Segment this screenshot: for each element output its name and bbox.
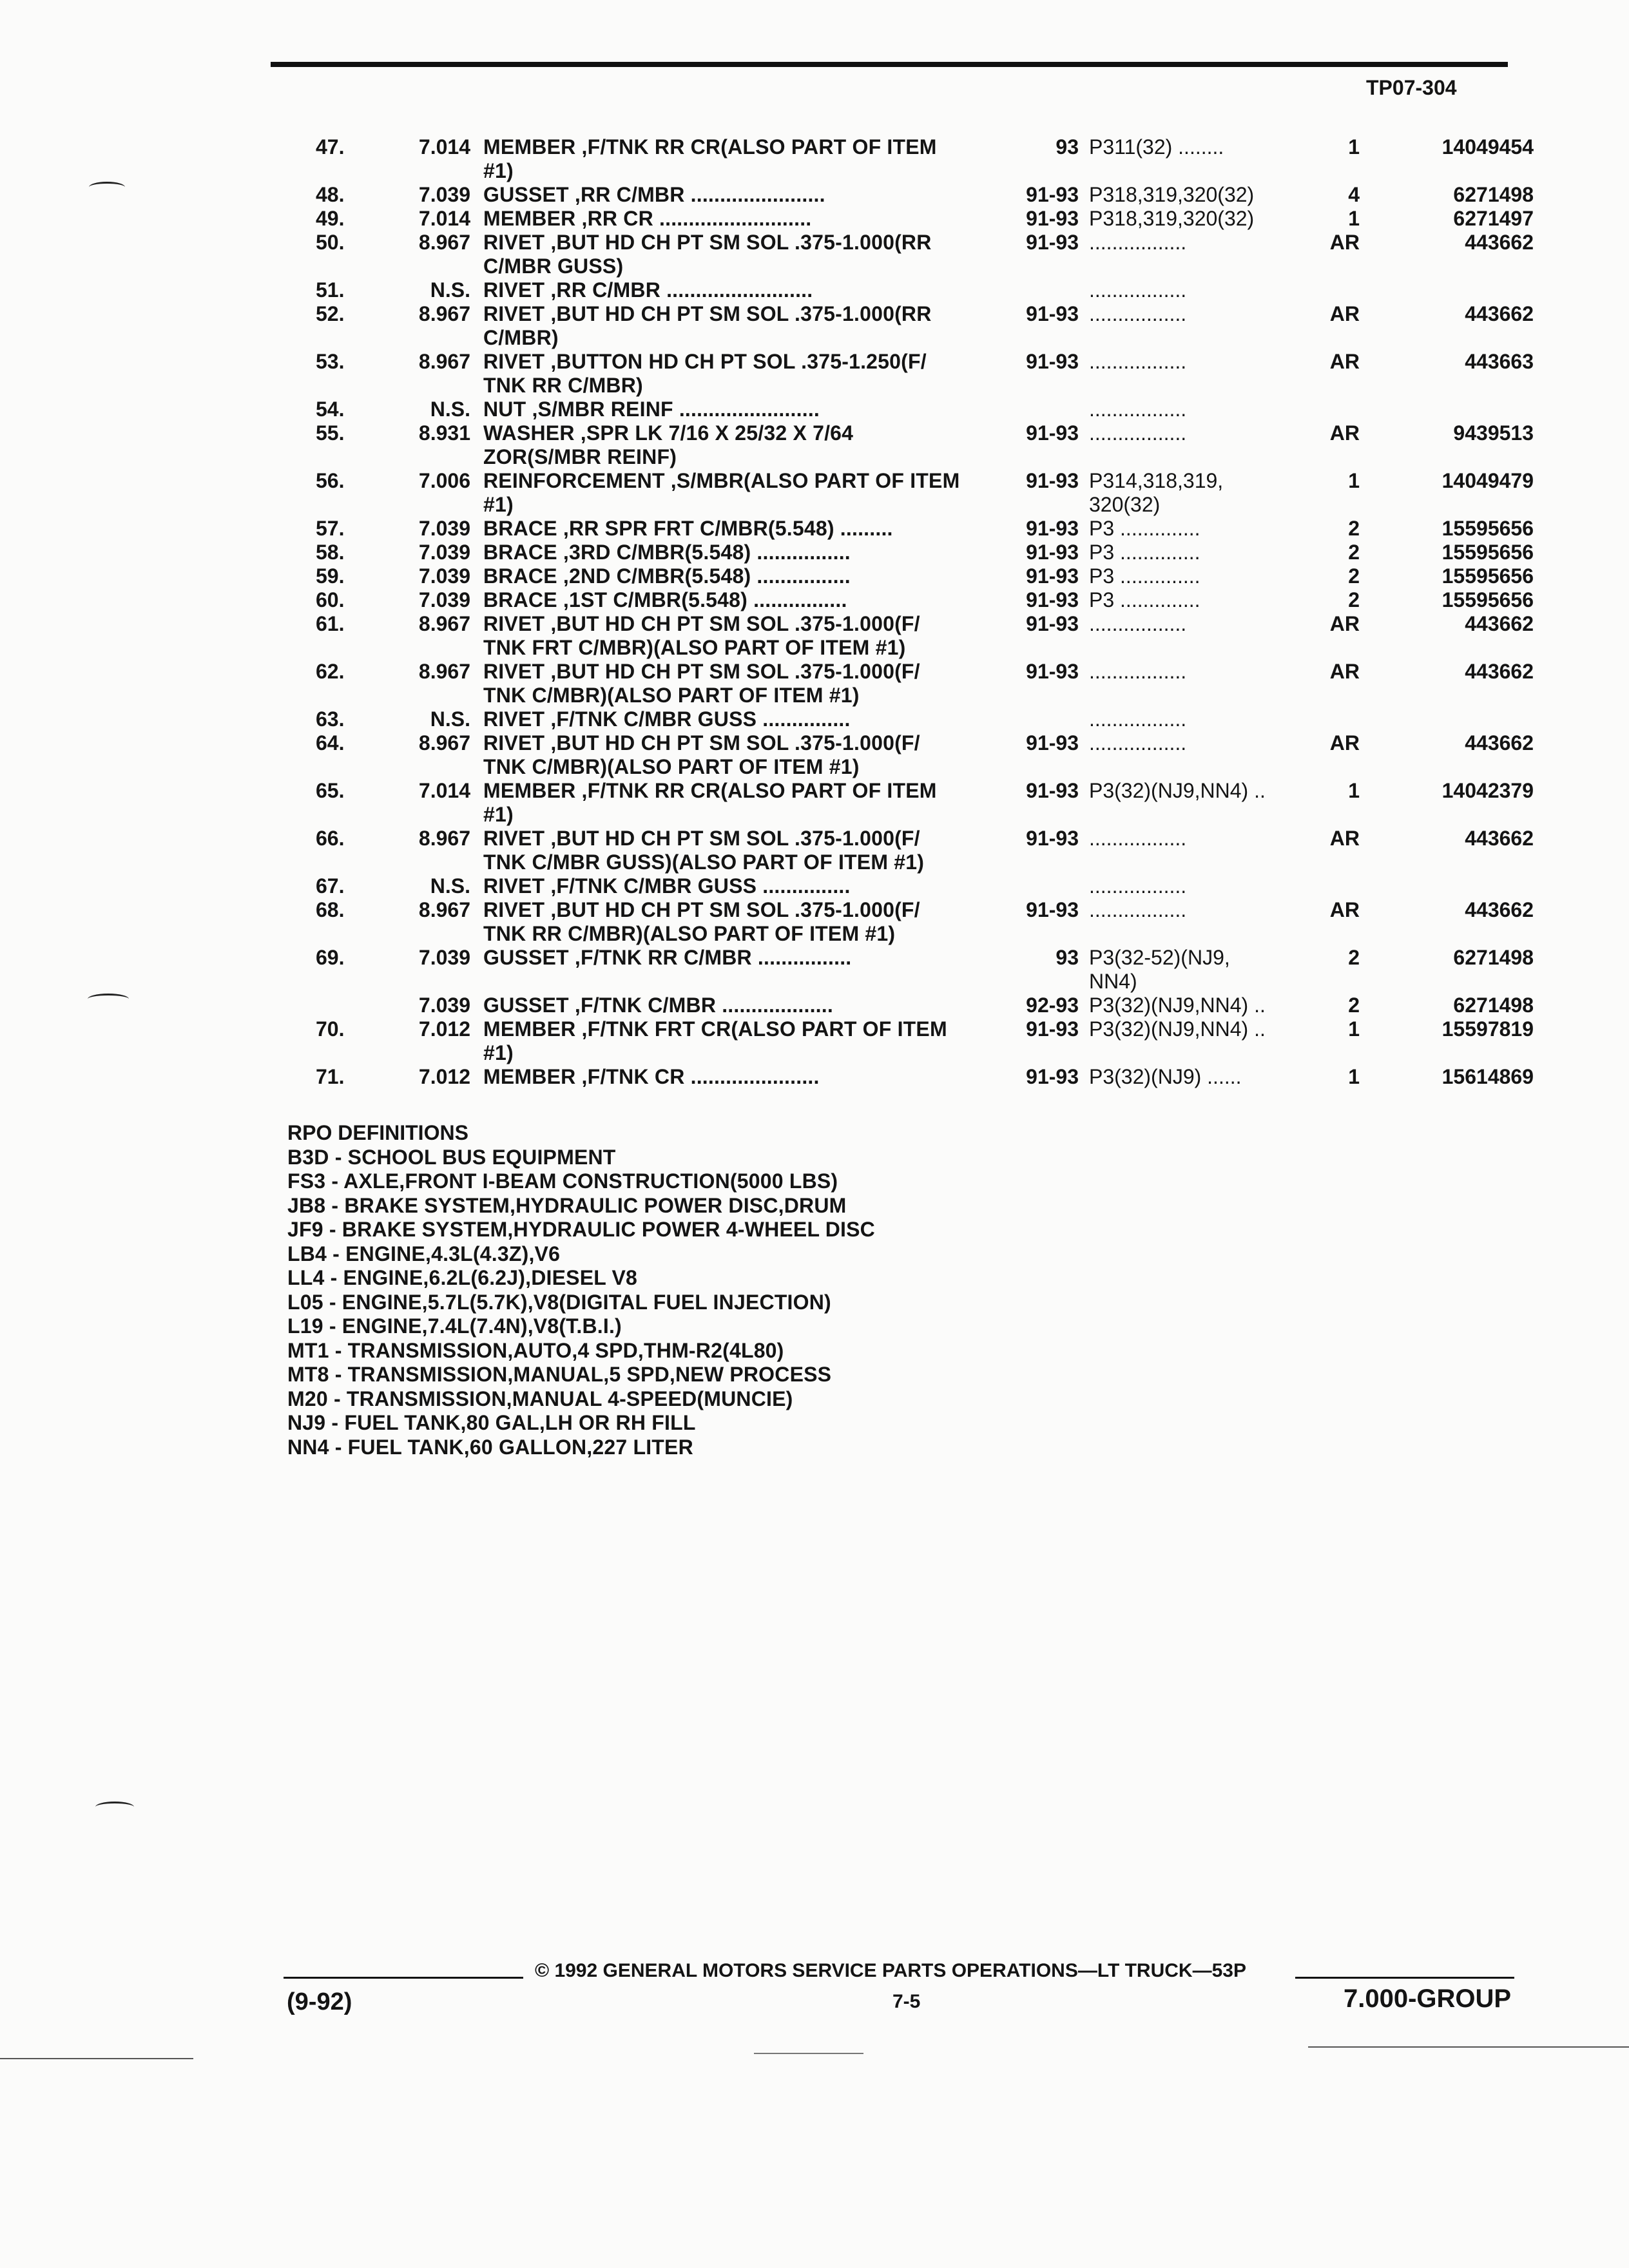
table-row xyxy=(271,302,1534,350)
model-years: 91-93 xyxy=(1026,231,1079,254)
item-number: 56. xyxy=(316,469,345,492)
quantity: 2 xyxy=(1348,564,1360,588)
part-number: 14049454 xyxy=(1441,135,1534,159)
part-description: RIVET ,BUT HD CH PT SM SOL .375-1.000(F/ TNK RR C/MBR)(ALSO PART OF ITEM #1) xyxy=(483,898,920,945)
part-description: WASHER ,SPR LK 7/16 X 25/32 X 7/64 ZOR(S/MBR REINF) xyxy=(483,421,854,468)
part-description: RIVET ,F/TNK C/MBR GUSS ............... xyxy=(483,874,851,898)
part-description: MEMBER ,F/TNK RR CR(ALSO PART OF ITEM #1) xyxy=(483,779,937,826)
rpo-list xyxy=(287,1146,875,1460)
usage-code: P3 .............. xyxy=(1089,541,1200,564)
part-number: 443662 xyxy=(1465,302,1534,325)
model-years: 91-93 xyxy=(1026,731,1079,754)
item-number: 47. xyxy=(316,135,345,159)
item-number: 50. xyxy=(316,231,345,254)
part-description: MEMBER ,F/TNK CR ...................... xyxy=(483,1065,820,1088)
usage-code: ................. xyxy=(1089,612,1187,635)
footer-date: (9-92) xyxy=(287,1988,352,2015)
group-number: 8.967 xyxy=(418,612,470,635)
item-number: 66. xyxy=(316,827,345,850)
usage-code: P318,319,320(32) xyxy=(1089,183,1255,206)
group-number: 7.039 xyxy=(418,994,470,1017)
item-number: 58. xyxy=(316,541,345,564)
part-description: MEMBER ,F/TNK FRT CR(ALSO PART OF ITEM #1) xyxy=(483,1017,947,1064)
usage-code: P318,319,320(32) xyxy=(1089,207,1255,230)
model-years: 91-93 xyxy=(1026,612,1079,635)
item-number: 49. xyxy=(316,207,345,230)
part-description: BRACE ,2ND C/MBR(5.548) ................ xyxy=(483,564,851,588)
table-row xyxy=(271,183,1534,207)
usage-code: ................. xyxy=(1089,707,1187,731)
part-description: NUT ,S/MBR REINF ........................ xyxy=(483,398,820,421)
usage-code: ................. xyxy=(1089,398,1187,421)
part-description: GUSSET ,F/TNK RR C/MBR ................ xyxy=(483,946,852,969)
margin-mark xyxy=(88,994,129,1004)
group-number: 7.006 xyxy=(418,469,470,492)
rpo-definition: JF9 - BRAKE SYSTEM,HYDRAULIC POWER 4-WHEEL DISC xyxy=(287,1218,875,1241)
part-number: 443663 xyxy=(1465,350,1534,373)
part-description: BRACE ,1ST C/MBR(5.548) ................ xyxy=(483,588,847,611)
item-number: 67. xyxy=(316,874,345,898)
usage-code: P3 .............. xyxy=(1089,564,1200,588)
part-number: 15595656 xyxy=(1441,541,1534,564)
rpo-definition: B3D - SCHOOL BUS EQUIPMENT xyxy=(287,1145,616,1169)
model-years: 93 xyxy=(1055,135,1079,159)
table-row xyxy=(271,660,1534,707)
quantity: 1 xyxy=(1348,469,1360,492)
usage-code: P3(32)(NJ9) ...... xyxy=(1089,1065,1242,1088)
model-years: 91-93 xyxy=(1026,541,1079,564)
part-number: 15614869 xyxy=(1441,1065,1534,1088)
model-years: 91-93 xyxy=(1026,517,1079,540)
model-years: 91-93 xyxy=(1026,421,1079,445)
part-description: RIVET ,BUT HD CH PT SM SOL .375-1.000(F/ TNK C/MBR GUSS)(ALSO PART OF ITEM #1) xyxy=(483,827,925,874)
model-years: 91-93 xyxy=(1026,1065,1079,1088)
table-row xyxy=(271,731,1534,779)
quantity: AR xyxy=(1329,731,1360,754)
margin-mark xyxy=(89,182,125,193)
part-number: 443662 xyxy=(1465,612,1534,635)
table-row xyxy=(271,231,1534,278)
quantity: AR xyxy=(1329,350,1360,373)
group-number: 7.039 xyxy=(418,588,470,611)
rpo-definition: L05 - ENGINE,5.7L(5.7K),V8(DIGITAL FUEL INJECTION) xyxy=(287,1290,831,1314)
footer-rule-right xyxy=(1295,1977,1514,1979)
table-row xyxy=(271,278,1534,302)
rpo-definition: NJ9 - FUEL TANK,80 GAL,LH OR RH FILL xyxy=(287,1411,696,1434)
group-number: 7.014 xyxy=(418,135,470,159)
model-years: 91-93 xyxy=(1026,779,1079,802)
table-row xyxy=(271,207,1534,231)
table-row xyxy=(271,707,1534,731)
usage-code: ................. xyxy=(1089,874,1187,898)
part-number: 6271498 xyxy=(1453,183,1534,206)
quantity: AR xyxy=(1329,421,1360,445)
scan-line xyxy=(754,2053,863,2054)
part-description: GUSSET ,F/TNK C/MBR ................... xyxy=(483,994,833,1017)
usage-code: P3 .............. xyxy=(1089,517,1200,540)
group-number: 7.039 xyxy=(418,564,470,588)
rpo-definition: LL4 - ENGINE,6.2L(6.2J),DIESEL V8 xyxy=(287,1266,638,1289)
model-years: 91-93 xyxy=(1026,588,1079,611)
group-number: 7.039 xyxy=(418,541,470,564)
table-row xyxy=(271,469,1534,517)
group-number: N.S. xyxy=(430,278,470,302)
item-number: 55. xyxy=(316,421,345,445)
quantity: 1 xyxy=(1348,207,1360,230)
part-number: 443662 xyxy=(1465,660,1534,683)
item-number: 54. xyxy=(316,398,345,421)
table-row xyxy=(271,564,1534,588)
table-row xyxy=(271,421,1534,469)
part-number: 15595656 xyxy=(1441,517,1534,540)
part-description: RIVET ,BUT HD CH PT SM SOL .375-1.000(RR C/MBR GUSS) xyxy=(483,231,932,278)
rpo-definition: MT8 - TRANSMISSION,MANUAL,5 SPD,NEW PROCESS xyxy=(287,1363,832,1386)
item-number: 65. xyxy=(316,779,345,802)
item-number: 59. xyxy=(316,564,345,588)
quantity: AR xyxy=(1329,231,1360,254)
quantity: AR xyxy=(1329,898,1360,921)
item-number: 69. xyxy=(316,946,345,969)
usage-code: P3(32-52)(NJ9, NN4) xyxy=(1089,946,1230,993)
margin-mark xyxy=(95,1802,134,1812)
usage-code: ................. xyxy=(1089,660,1187,683)
footer-group: 7.000-GROUP xyxy=(1344,1984,1512,2013)
table-row xyxy=(271,827,1534,874)
model-years: 91-93 xyxy=(1026,1017,1079,1041)
group-number: 8.967 xyxy=(418,302,470,325)
quantity: AR xyxy=(1329,302,1360,325)
item-number: 48. xyxy=(316,183,345,206)
page-number: 7-5 xyxy=(892,1991,921,2012)
part-description: RIVET ,BUTTON HD CH PT SOL .375-1.250(F/ TNK RR C/MBR) xyxy=(483,350,927,397)
rpo-definition: MT1 - TRANSMISSION,AUTO,4 SPD,THM-R2(4L80) xyxy=(287,1338,784,1362)
group-number: 7.014 xyxy=(418,779,470,802)
rpo-definition: NN4 - FUEL TANK,60 GALLON,227 LITER xyxy=(287,1435,693,1459)
item-number: 61. xyxy=(316,612,345,635)
item-number: 70. xyxy=(316,1017,345,1041)
model-years: 91-93 xyxy=(1026,827,1079,850)
model-years: 91-93 xyxy=(1026,898,1079,921)
usage-code: P311(32) ........ xyxy=(1089,135,1224,159)
group-number: 8.967 xyxy=(418,231,470,254)
part-description: MEMBER ,RR CR .......................... xyxy=(483,207,812,230)
usage-code: P3(32)(NJ9,NN4) .. xyxy=(1089,1017,1266,1041)
table-row xyxy=(271,135,1534,183)
group-number: 7.039 xyxy=(418,946,470,969)
item-number: 71. xyxy=(316,1065,345,1088)
quantity: AR xyxy=(1329,660,1360,683)
table-row xyxy=(271,1017,1534,1065)
usage-code: P3(32)(NJ9,NN4) .. xyxy=(1089,779,1266,802)
model-years: 91-93 xyxy=(1026,350,1079,373)
usage-code: P314,318,319, 320(32) xyxy=(1089,469,1224,516)
part-number: 15595656 xyxy=(1441,588,1534,611)
item-number: 60. xyxy=(316,588,345,611)
quantity: 2 xyxy=(1348,946,1360,969)
usage-code: ................. xyxy=(1089,898,1187,921)
usage-code: P3(32)(NJ9,NN4) .. xyxy=(1089,994,1266,1017)
quantity: 2 xyxy=(1348,517,1360,540)
part-description: MEMBER ,F/TNK RR CR(ALSO PART OF ITEM #1) xyxy=(483,135,937,182)
footer-rule-left xyxy=(284,1977,523,1979)
header-rule xyxy=(271,62,1508,67)
item-number: 52. xyxy=(316,302,345,325)
table-row xyxy=(271,517,1534,541)
group-number: 7.039 xyxy=(418,183,470,206)
part-number: 9439513 xyxy=(1453,421,1534,445)
group-number: N.S. xyxy=(430,398,470,421)
model-years: 91-93 xyxy=(1026,183,1079,206)
table-row xyxy=(271,541,1534,564)
model-years: 91-93 xyxy=(1026,469,1079,492)
table-row xyxy=(271,898,1534,946)
part-number: 6271498 xyxy=(1453,946,1534,969)
table-row xyxy=(271,946,1534,994)
quantity: 2 xyxy=(1348,588,1360,611)
part-description: BRACE ,RR SPR FRT C/MBR(5.548) ......... xyxy=(483,517,893,540)
group-number: 8.967 xyxy=(418,350,470,373)
model-years: 91-93 xyxy=(1026,660,1079,683)
part-description: RIVET ,BUT HD CH PT SM SOL .375-1.000(F/ TNK FRT C/MBR)(ALSO PART OF ITEM #1) xyxy=(483,612,920,659)
item-number: 68. xyxy=(316,898,345,921)
item-number: 53. xyxy=(316,350,345,373)
quantity: 1 xyxy=(1348,779,1360,802)
group-number: 7.039 xyxy=(418,517,470,540)
footer-copyright: © 1992 GENERAL MOTORS SERVICE PARTS OPERATIONS—LT TRUCK—53P xyxy=(535,1960,1246,1981)
quantity: 1 xyxy=(1348,1065,1360,1088)
table-row xyxy=(271,994,1534,1017)
rpo-definition: JB8 - BRAKE SYSTEM,HYDRAULIC POWER DISC,DRUM xyxy=(287,1193,847,1217)
part-number: 443662 xyxy=(1465,731,1534,754)
rpo-definition: LB4 - ENGINE,4.3L(4.3Z),V6 xyxy=(287,1242,561,1265)
rpo-definition: FS3 - AXLE,FRONT I-BEAM CONSTRUCTION(5000 LBS) xyxy=(287,1169,838,1193)
part-description: RIVET ,RR C/MBR ......................... xyxy=(483,278,813,302)
model-years: 93 xyxy=(1055,946,1079,969)
part-description: BRACE ,3RD C/MBR(5.548) ................ xyxy=(483,541,851,564)
part-number: 443662 xyxy=(1465,898,1534,921)
item-number: 51. xyxy=(316,278,345,302)
part-number: 15595656 xyxy=(1441,564,1534,588)
rpo-definitions xyxy=(287,1121,875,1459)
table-row xyxy=(271,588,1534,612)
quantity: 1 xyxy=(1348,135,1360,159)
model-years: 91-93 xyxy=(1026,302,1079,325)
group-number: N.S. xyxy=(430,874,470,898)
table-row xyxy=(271,612,1534,660)
item-number: 63. xyxy=(316,707,345,731)
table-row xyxy=(271,398,1534,421)
group-number: 7.014 xyxy=(418,207,470,230)
group-number: N.S. xyxy=(430,707,470,731)
part-number: 443662 xyxy=(1465,231,1534,254)
table-row xyxy=(271,779,1534,827)
table-row xyxy=(271,874,1534,898)
group-number: 7.012 xyxy=(418,1065,470,1088)
parts-table xyxy=(271,135,1534,1089)
group-number: 8.931 xyxy=(418,421,470,445)
scan-line xyxy=(1308,2046,1629,2048)
usage-code: ................. xyxy=(1089,302,1187,325)
quantity: 2 xyxy=(1348,994,1360,1017)
group-number: 8.967 xyxy=(418,827,470,850)
part-description: RIVET ,F/TNK C/MBR GUSS ............... xyxy=(483,707,851,731)
group-number: 7.012 xyxy=(418,1017,470,1041)
group-number: 8.967 xyxy=(418,731,470,754)
part-description: REINFORCEMENT ,S/MBR(ALSO PART OF ITEM #1) xyxy=(483,469,960,516)
quantity: 4 xyxy=(1348,183,1360,206)
model-years: 91-93 xyxy=(1026,207,1079,230)
part-description: RIVET ,BUT HD CH PT SM SOL .375-1.000(RR C/MBR) xyxy=(483,302,932,349)
part-number: 15597819 xyxy=(1441,1017,1534,1041)
rpo-definition: M20 - TRANSMISSION,MANUAL 4-SPEED(MUNCIE) xyxy=(287,1387,793,1410)
quantity: AR xyxy=(1329,612,1360,635)
quantity: 2 xyxy=(1348,541,1360,564)
part-number: 6271497 xyxy=(1453,207,1534,230)
quantity: AR xyxy=(1329,827,1360,850)
usage-code: ................. xyxy=(1089,421,1187,445)
item-number: 62. xyxy=(316,660,345,683)
part-number: 14042379 xyxy=(1441,779,1534,802)
part-description: RIVET ,BUT HD CH PT SM SOL .375-1.000(F/ TNK C/MBR)(ALSO PART OF ITEM #1) xyxy=(483,660,920,707)
usage-code: ................. xyxy=(1089,350,1187,373)
usage-code: ................. xyxy=(1089,731,1187,754)
usage-code: ................. xyxy=(1089,827,1187,850)
rpo-definition: L19 - ENGINE,7.4L(7.4N),V8(T.B.I.) xyxy=(287,1314,622,1338)
document-code: TP07-304 xyxy=(1366,76,1457,99)
scan-line xyxy=(0,2058,193,2059)
part-number: 14049479 xyxy=(1441,469,1534,492)
part-number: 443662 xyxy=(1465,827,1534,850)
usage-code: ................. xyxy=(1089,231,1187,254)
model-years: 92-93 xyxy=(1026,994,1079,1017)
usage-code: ................. xyxy=(1089,278,1187,302)
table-row xyxy=(271,1065,1534,1089)
part-description: RIVET ,BUT HD CH PT SM SOL .375-1.000(F/ TNK C/MBR)(ALSO PART OF ITEM #1) xyxy=(483,731,920,778)
rpo-title: RPO DEFINITIONS xyxy=(287,1121,468,1144)
model-years: 91-93 xyxy=(1026,564,1079,588)
group-number: 8.967 xyxy=(418,660,470,683)
usage-code: P3 .............. xyxy=(1089,588,1200,611)
quantity: 1 xyxy=(1348,1017,1360,1041)
item-number: 64. xyxy=(316,731,345,754)
table-row xyxy=(271,350,1534,398)
part-description: GUSSET ,RR C/MBR ....................... xyxy=(483,183,825,206)
item-number: 57. xyxy=(316,517,345,540)
part-number: 6271498 xyxy=(1453,994,1534,1017)
group-number: 8.967 xyxy=(418,898,470,921)
